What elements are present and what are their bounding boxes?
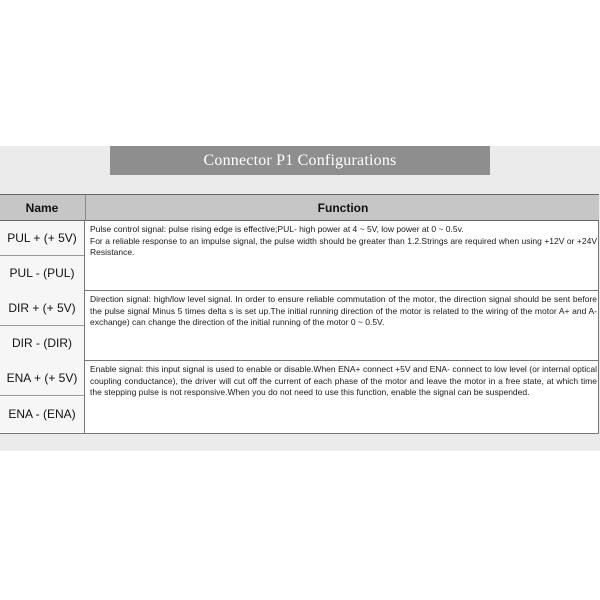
- table-border: [598, 221, 599, 290]
- pin-name-dir-plus: DIR + (+ 5V): [0, 291, 84, 326]
- table-row-ena: [0, 361, 599, 434]
- table-row-pul: [0, 221, 599, 291]
- table-row-dir: [0, 291, 599, 361]
- header-function: Function: [85, 195, 600, 221]
- function-description-ena: Enable signal: this input signal is used to enable or disable.When ENA+ connect +5V and ENA- connect to low level (or internal optical coupling conductance), the driver will cut off the current of each phase of the motor and leave the motor in a free state, at which time the stepping pulse is not responsive.When you do not need to use this function, enable the signal can be suspended.: [84, 361, 599, 433]
- pin-name-ena-plus: ENA + (+ 5V): [0, 361, 84, 396]
- pin-name-pul-plus: PUL + (+ 5V): [0, 221, 84, 256]
- function-description-pul: Pulse control signal: pulse rising edge is effective;PUL- high power at 4 ~ 5V, low power at 0 ~ 0.5v. For a reliable response to an impulse signal, the pulse width should be greater than 1.2.Strings are required when using +12V or +24V Resistance.: [84, 221, 599, 290]
- table-border: [598, 361, 599, 433]
- header-name: Name: [25, 201, 59, 215]
- table-header: [0, 194, 599, 221]
- function-description-dir: Direction signal: high/low level signal. In order to ensure reliable commutation of the motor, the direction signal should be sent before the pulse signal Minus 5 times delta s is set up.The initial running direction of the motor is related to the wiring of the motor A+ and A- exchange) can change the direction of the initial running of the motor 0 ~ 0.5V.: [84, 291, 599, 360]
- table-border: [598, 291, 599, 360]
- pin-name-pul-minus: PUL - (PUL): [0, 256, 84, 291]
- pin-name-ena-minus: ENA - (ENA): [0, 397, 84, 432]
- pin-name-dir-minus: DIR - (DIR): [0, 326, 84, 361]
- section-title: Connector P1 Configurations: [110, 146, 490, 175]
